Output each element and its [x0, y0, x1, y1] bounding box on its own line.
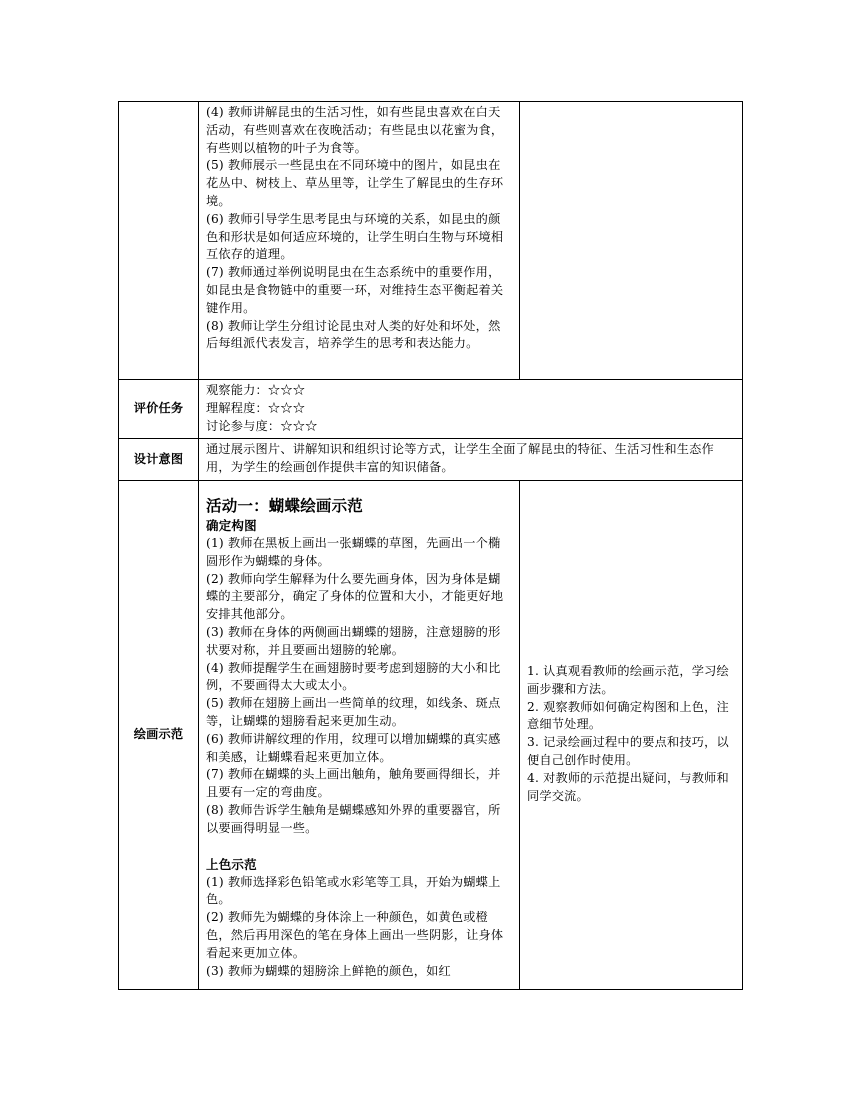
- composition-step: (8) 教师告诉学生触角是蝴蝶感知外界的重要器官，所以要画得明显一些。: [206, 802, 501, 835]
- student-activity-item: 4. 对教师的示范提出疑问，与教师和同学交流。: [527, 770, 729, 803]
- design-intent-text: 通过展示图片、讲解知识和组织讨论等方式，让学生全面了解昆虫的特征、生活习性和生态作用，为学生的绘画创作提供丰富的知识储备。: [206, 442, 714, 474]
- composition-step: (6) 教师讲解纹理的作用，纹理可以增加蝴蝶的真实感和美感，让蝴蝶看起来更加立体。: [206, 731, 501, 764]
- step-item: (8) 教师让学生分组讨论昆虫对人类的好处和坏处，然后每组派代表发言，培养学生的思考和表达能力。: [206, 318, 501, 351]
- step-item: (7) 教师通过举例说明昆虫在生态系统中的重要作用，如昆虫是食物链中的重要一环，对维持生态平衡起着关键作用。: [206, 265, 504, 315]
- section-spacer: [206, 838, 512, 856]
- row-label-empty: [119, 102, 199, 380]
- composition-step: (4) 教师提醒学生在画翅膀时要考虑到翅膀的大小和比例，不要画得太大或太小。: [206, 660, 501, 693]
- evaluation-item: 理解程度：☆☆☆: [206, 400, 306, 415]
- section-title-coloring: 上色示范: [206, 856, 257, 872]
- student-activity-item: 1. 认真观看教师的绘画示范，学习绘画步骤和方法。: [527, 664, 729, 696]
- student-activity-cell-empty: [520, 102, 743, 380]
- section-title-composition: 确定构图: [206, 518, 257, 533]
- activity-title: 活动一：蝴蝶绘画示范: [206, 497, 364, 515]
- coloring-step: (1) 教师选择彩色铅笔或水彩笔等工具，开始为蝴蝶上色。: [206, 874, 501, 907]
- composition-step: (3) 教师在身体的两侧画出蝴蝶的翅膀，注意翅膀的形状要对称，并且要画出翅膀的轮廓。: [206, 624, 501, 657]
- drawing-demo-cell: [199, 481, 520, 990]
- lesson-plan-table: [118, 101, 743, 990]
- step-item: (5) 教师展示一些昆虫在不同环境中的图片，如昆虫在花丛中、树枝上、草丛里等，让学生了解昆虫的生存环境。: [206, 158, 504, 208]
- student-activity-cell: [520, 481, 743, 990]
- composition-step: (7) 教师在蝴蝶的头上画出触角，触角要画得细长，并且要有一定的弯曲度。: [206, 767, 501, 800]
- composition-step: (2) 教师向学生解释为什么要先画身体，因为身体是蝴蝶的主要部分，确定了身体的位置和大小，才能更好地安排其他部分。: [206, 571, 504, 622]
- composition-step: (1) 教师在黑板上画出一张蝴蝶的草图，先画出一个椭圆形作为蝴蝶的身体。: [206, 536, 501, 568]
- coloring-step: (2) 教师先为蝴蝶的身体涂上一种颜色，如黄色或橙色，然后再用深色的笔在身体上画出一些阴影，让身体看起来更加立体。: [206, 910, 504, 960]
- coloring-step: (3) 教师为蝴蝶的翅膀涂上鲜艳的颜色，如红: [206, 963, 451, 978]
- row-label-drawing-demo: 绘画示范: [119, 481, 199, 990]
- design-intent-cell: [199, 439, 743, 481]
- student-activity-item: 3. 记录绘画过程中的要点和技巧，以便自己创作时使用。: [527, 735, 729, 767]
- student-activity-item: 2. 观察教师如何确定构图和上色，注意细节处理。: [527, 699, 729, 732]
- table-row-teaching-steps: [119, 102, 743, 380]
- row-label-evaluation: 评价任务: [119, 380, 199, 439]
- step-item: (4) 教师讲解昆虫的生活习性，如有些昆虫喜欢在白天活动，有些则喜欢在夜晚活动；有些昆虫以花蜜为食，有些则以植物的叶子为食等。: [206, 105, 504, 155]
- composition-step: (5) 教师在翅膀上画出一些简单的纹理，如线条、斑点等，让蝴蝶的翅膀看起来更加生动。: [206, 696, 501, 728]
- evaluation-cell: [199, 380, 743, 439]
- teacher-steps-cell: [199, 102, 520, 380]
- student-activity-list: [527, 483, 735, 805]
- step-item: (6) 教师引导学生思考昆虫与环境的关系，如昆虫的颜色和形状是如何适应环境的，让学生明白生物与环境相互依存的道理。: [206, 211, 504, 262]
- table-row-drawing-demo: [119, 481, 743, 990]
- row-label-design-intent: 设计意图: [119, 439, 199, 481]
- table-row-design-intent: [119, 439, 743, 481]
- evaluation-item: 观察能力：☆☆☆: [206, 383, 306, 397]
- evaluation-item: 讨论参与度：☆☆☆: [206, 418, 318, 433]
- table-row-evaluation: [119, 380, 743, 439]
